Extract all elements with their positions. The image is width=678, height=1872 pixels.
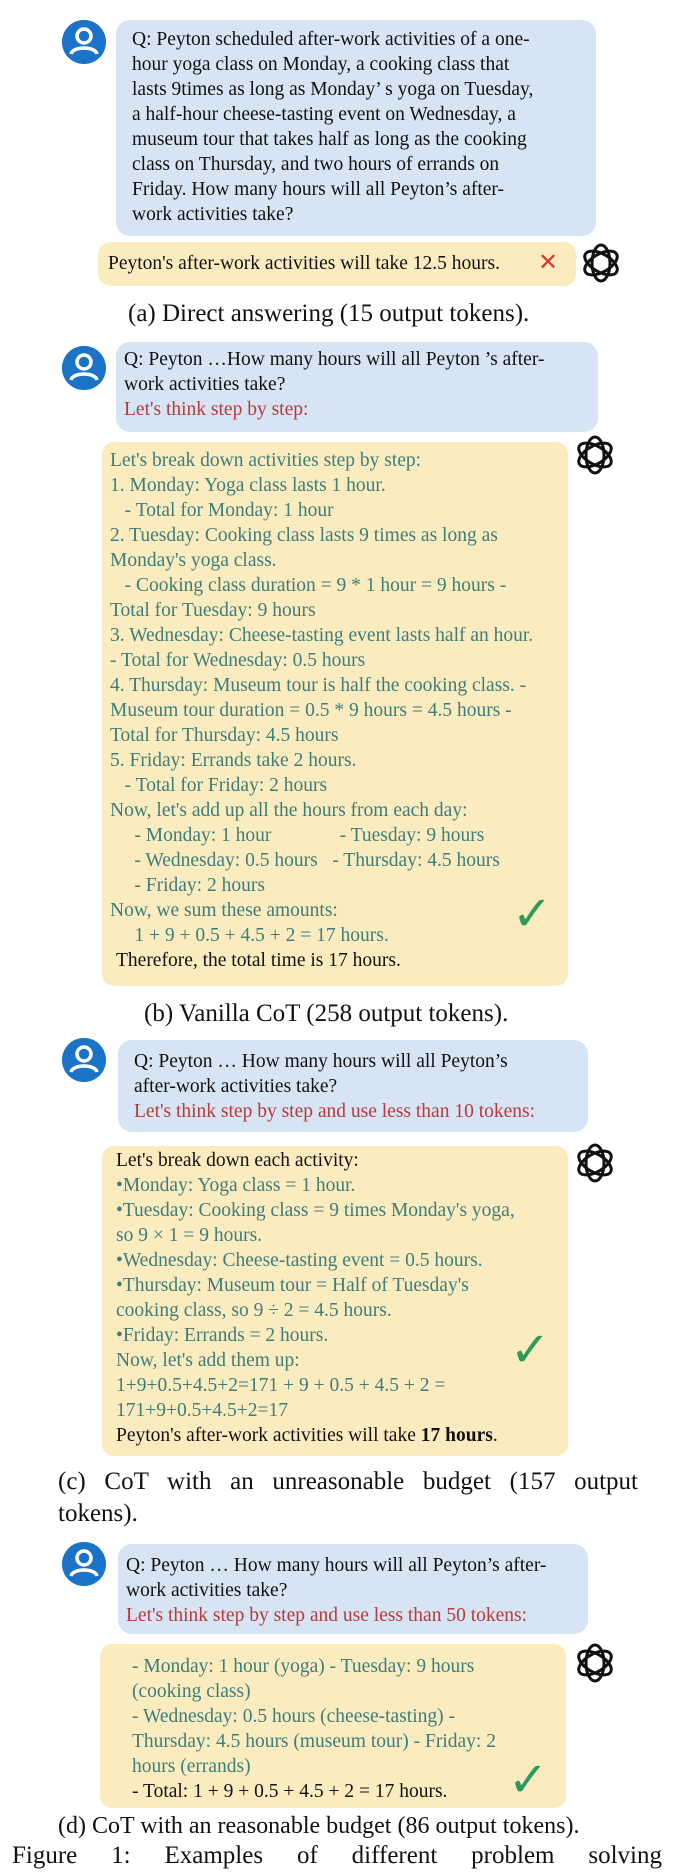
figure-caption: Figure 1: Examples of different problem solving [12, 1842, 662, 1869]
text-line: work activities take? [126, 1580, 288, 1601]
question-bubble-d [118, 1544, 588, 1634]
text-line: so 9 × 1 = 9 hours. [116, 1225, 263, 1246]
text-line: - Monday: 1 hour - Tuesday: 9 hours [110, 825, 485, 846]
text-line: Monday's yoga class. [110, 550, 277, 571]
text-line: Q: Peyton scheduled after-work activities of a one- [132, 29, 530, 50]
text-line: - Total for Friday: 2 hours [110, 775, 328, 796]
intro-c: Let's break down each activity: [116, 1150, 359, 1171]
text-line: 1 + 9 + 0.5 + 4.5 + 2 = 17 hours. [110, 925, 389, 946]
answer-text-a: Peyton's after-work activities will take 12.5 hours. [108, 253, 500, 274]
answer-bubble-a [98, 242, 576, 286]
check-icon: ✓ [508, 1752, 549, 1808]
text-line: hour yoga class on Monday, a cooking class that [132, 54, 510, 75]
text-line: - Friday: 2 hours [110, 875, 265, 896]
caption-c [58, 1466, 638, 1530]
caption-c-line1: (c) CoT with an unreasonable budget (157 output [58, 1468, 638, 1495]
prompt-c: Let's think step by step and use less than 10 tokens: [134, 1101, 536, 1122]
answer-bubble-d [100, 1644, 566, 1808]
text-line: - Cooking class duration = 9 * 1 hour = 9 hours - [110, 575, 507, 596]
text-line: Q: Peyton … How many hours will all Peyton’s [134, 1051, 508, 1072]
cross-icon: ✕ [538, 248, 559, 276]
text-line: - Monday: 1 hour (yoga) - Tuesday: 9 hours [132, 1656, 475, 1677]
chatgpt-logo-icon [578, 240, 624, 286]
question-bubble-a [116, 20, 596, 236]
total-d: - Total: 1 + 9 + 0.5 + 4.5 + 2 = 17 hours. [132, 1781, 448, 1802]
conclusion-b: Therefore, the total time is 17 hours. [116, 950, 401, 971]
text-line: Q: Peyton … How many hours will all Peyton’s after- [126, 1555, 547, 1576]
check-icon: ✓ [510, 1322, 551, 1378]
question-bubble-b [116, 342, 598, 432]
text-line: Total for Thursday: 4.5 hours [110, 725, 339, 746]
text-line: Now, let's add them up: [116, 1350, 300, 1371]
text-line: 3. Wednesday: Cheese-tasting event lasts half an hour. [110, 625, 534, 646]
prompt-b: Let's think step by step: [124, 399, 309, 420]
chatgpt-logo-icon [572, 432, 618, 478]
question-bubble-c [118, 1040, 588, 1132]
user-avatar-icon [62, 1542, 106, 1586]
chatgpt-logo-icon [572, 1640, 618, 1686]
text-line: 171+9+0.5+4.5+2=17 [116, 1400, 288, 1421]
text-line: - Wednesday: 0.5 hours - Thursday: 4.5 hours [110, 850, 500, 871]
user-avatar-icon [62, 346, 106, 390]
text-line: lasts 9times as long as Monday’ s yoga on Tuesday, [132, 79, 534, 100]
text-line: Now, let's add up all the hours from each day: [110, 800, 468, 821]
text-line: Museum tour duration = 0.5 * 9 hours = 4.5 hours - [110, 700, 512, 721]
text-line: 1+9+0.5+4.5+2=171 + 9 + 0.5 + 4.5 + 2 = [116, 1375, 446, 1396]
answer-bubble-c [102, 1146, 568, 1456]
text-line: •Wednesday: Cheese-tasting event = 0.5 hours. [116, 1250, 483, 1271]
text-line: a half-hour cheese-tasting event on Wednesday, a [132, 104, 516, 125]
text-line: (cooking class) [132, 1681, 251, 1702]
caption-a: (a) Direct answering (15 output tokens). [128, 300, 530, 327]
chatgpt-logo-icon [572, 1140, 618, 1186]
text-line: 4. Thursday: Museum tour is half the cooking class. - [110, 675, 527, 696]
text-line: •Friday: Errands = 2 hours. [116, 1325, 329, 1346]
text-line: Q: Peyton …How many hours will all Peyton ’s after- [124, 349, 545, 370]
text-line: •Monday: Yoga class = 1 hour. [116, 1175, 356, 1196]
text-line: museum tour that takes half as long as the cooking [132, 129, 527, 150]
conclusion-c: Peyton's after-work activities will take 17 hours. [116, 1425, 498, 1446]
caption-b: (b) Vanilla CoT (258 output tokens). [144, 1000, 509, 1027]
prompt-d: Let's think step by step and use less than 50 tokens: [126, 1605, 528, 1626]
user-avatar-icon [62, 20, 106, 64]
text-line: Thursday: 4.5 hours (museum tour) - Friday: 2 [132, 1731, 496, 1752]
text-line: 2. Tuesday: Cooking class lasts 9 times as long as [110, 525, 498, 546]
answer-bubble-b [102, 442, 568, 986]
text-line: work activities take? [124, 374, 286, 395]
text-line: Let's break down activities step by step: [110, 450, 422, 471]
text-line: after-work activities take? [134, 1076, 338, 1097]
caption-d: (d) CoT with an reasonable budget (86 output tokens). [58, 1813, 580, 1839]
text-line: Friday. How many hours will all Peyton’s after- [132, 179, 505, 200]
text-line: Total for Tuesday: 9 hours [110, 600, 316, 621]
text-line: - Total for Wednesday: 0.5 hours [110, 650, 366, 671]
text-line: 1. Monday: Yoga class lasts 1 hour. [110, 475, 386, 496]
text-line: - Wednesday: 0.5 hours (cheese-tasting) - [132, 1706, 455, 1727]
text-line: class on Thursday, and two hours of errands on [132, 154, 500, 175]
user-avatar-icon [62, 1038, 106, 1082]
text-line: - Total for Monday: 1 hour [110, 500, 334, 521]
text-line: cooking class, so 9 ÷ 2 = 4.5 hours. [116, 1300, 392, 1321]
text-line: •Tuesday: Cooking class = 9 times Monday's yoga, [116, 1200, 515, 1221]
text-line: •Thursday: Museum tour = Half of Tuesday's [116, 1275, 469, 1296]
check-icon: ✓ [512, 886, 553, 942]
text-line: Now, we sum these amounts: [110, 900, 338, 921]
text-line: 5. Friday: Errands take 2 hours. [110, 750, 357, 771]
text-line: work activities take? [132, 204, 294, 225]
caption-c-line2: tokens). [58, 1500, 138, 1527]
text-line: hours (errands) [132, 1756, 251, 1777]
